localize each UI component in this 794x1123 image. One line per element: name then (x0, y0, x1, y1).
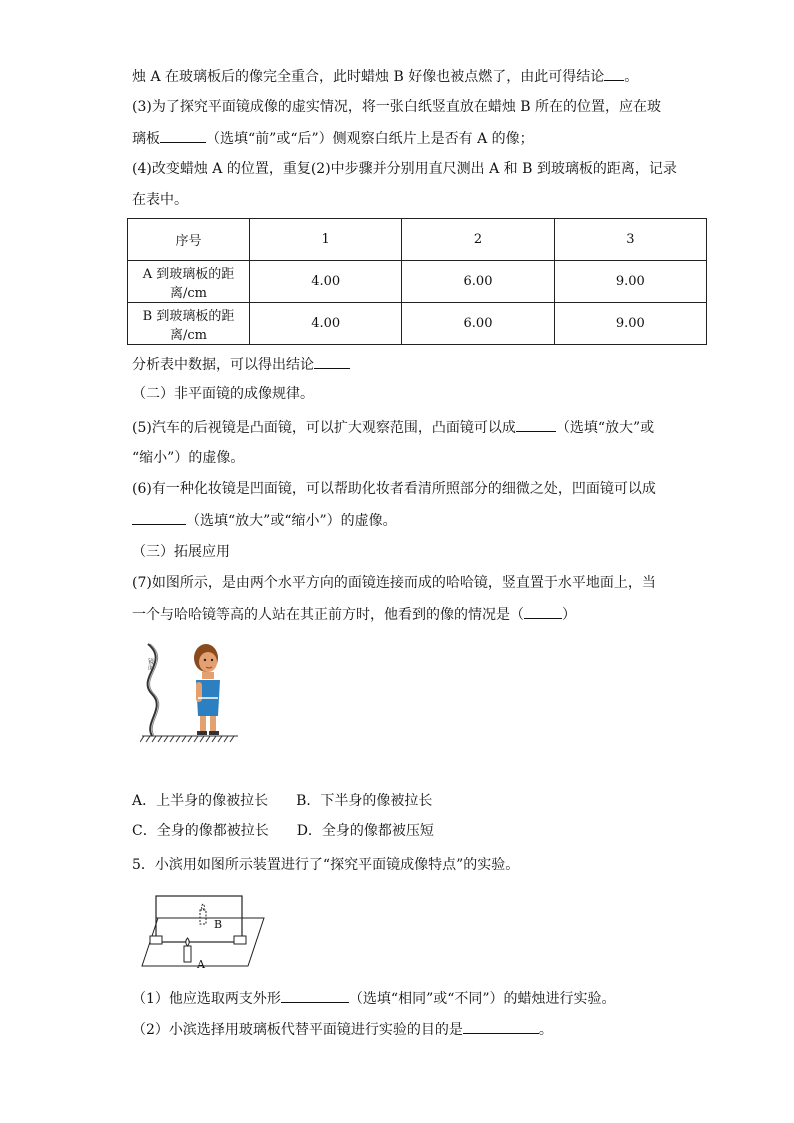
q3-line-1: (3)为了探究平面镜成像的虚实情况，将一张白纸竖直放在蜡烛 B 所在的位置，应在玻 (132, 99, 662, 115)
p5-q2-start: （2）小滨选择用玻璃板代替平面镜进行实验的目的是 (132, 1022, 463, 1038)
table-header-cell: 1 (250, 219, 402, 261)
q3-line-2-start: 璃板 (132, 131, 160, 147)
ground-hatching (140, 736, 238, 742)
glass-support-left (150, 936, 162, 944)
q6-line-2 (132, 510, 397, 531)
answer-blank[interactable] (314, 354, 350, 369)
section-3-heading: （三）拓展应用 (132, 544, 230, 560)
glass-plate (156, 896, 242, 942)
table-header-cell: 3 (554, 219, 706, 261)
q7-line-2 (132, 604, 576, 625)
table-row (128, 303, 707, 345)
analysis-line (132, 354, 350, 375)
mirror-label: 镜面 (146, 658, 154, 670)
problem-5-title: 5．小滨用如图所示装置进行了“探究平面镜成像特点”的实验。 (132, 857, 520, 873)
table-row (128, 261, 707, 303)
q3-continuation-text: 烛 A 在玻璃板后的像完全重合，此时蜡烛 B 好像也被点燃了，由此可得结论 (132, 69, 605, 85)
distance-table (127, 218, 707, 345)
p5-q1 (132, 988, 616, 1009)
p5-q2-end: 。 (538, 1022, 553, 1038)
table-cell: 9.00 (554, 261, 706, 303)
answer-blank[interactable] (516, 417, 556, 432)
p5-q1-end: （选填“相同”或“不同”）的蜡烛进行实验。 (348, 991, 616, 1007)
glass-support-right (234, 936, 246, 944)
q3-line-2 (132, 128, 534, 149)
q3-line-2-end: （选填“前”或“后”）侧观察白纸片上是否有 A 的像； (206, 131, 534, 147)
table-cell: B 到玻璃板的距离/cm (128, 303, 250, 345)
table-cell: 9.00 (554, 303, 706, 345)
table-cell: 6.00 (402, 261, 554, 303)
period: 。 (624, 69, 639, 85)
candle-b (200, 904, 206, 924)
answer-blank[interactable] (132, 510, 186, 525)
answer-blank[interactable] (604, 66, 624, 81)
q5-line-1 (132, 417, 654, 438)
table-header-cell: 2 (402, 219, 554, 261)
p5-q1-start: （1）他应选取两支外形 (132, 991, 281, 1007)
table-cell: 4.00 (250, 303, 402, 345)
q6-line-2-text: （选填“放大”或“缩小”）的虚像。 (186, 513, 397, 529)
q4-line-1: (4)改变蜡烛 A 的位置，重复(2)中步骤并分别用直尺测出 A 和 B 到玻璃板的距离，记录 (132, 161, 677, 177)
plane-mirror-setup-figure (138, 890, 266, 972)
funhouse-mirror-figure (140, 636, 240, 744)
label-a: A (197, 958, 205, 971)
q5-line-2: “缩小”）的虚像。 (132, 450, 245, 466)
answer-blank[interactable] (463, 1019, 539, 1034)
options-line-1: A．上半身的像被拉长 B．下半身的像被拉长 (132, 793, 433, 809)
answer-blank[interactable] (524, 604, 562, 619)
table-cell: 4.00 (250, 261, 402, 303)
q7-line-2-text: 一个与哈哈镜等高的人站在其正前方时，他看到的像的情况是（ (132, 607, 524, 623)
close-paren: ） (562, 607, 576, 623)
q6-line-1: (6)有一种化妆镜是凹面镜，可以帮助化妆者看清所照部分的细微之处，凹面镜可以成 (132, 481, 656, 497)
q4-line-2: 在表中。 (132, 192, 188, 208)
q7-line-1: (7)如图所示，是由两个水平方向的面镜连接而成的哈哈镜，竖直置于水平地面上，当 (132, 575, 656, 591)
person-icon (194, 644, 220, 735)
answer-blank[interactable] (160, 128, 206, 143)
table-cell: A 到玻璃板的距离/cm (128, 261, 250, 303)
label-b: B (214, 918, 223, 931)
options-line-2: C．全身的像都被拉长 D．全身的像都被压短 (132, 823, 434, 839)
table-header-row (128, 219, 707, 261)
q3-continuation (132, 66, 638, 87)
section-2-heading: （二）非平面镜的成像规律。 (132, 386, 314, 402)
p5-q2 (132, 1019, 553, 1040)
table-header-cell: 序号 (128, 219, 250, 261)
q5-line-1-end: （选填“放大”或 (555, 420, 655, 436)
q5-line-1-start: (5)汽车的后视镜是凸面镜，可以扩大观察范围，凸面镜可以成 (132, 420, 516, 436)
analysis-text: 分析表中数据，可以得出结论 (132, 357, 314, 373)
table-cell: 6.00 (402, 303, 554, 345)
answer-blank[interactable] (281, 988, 349, 1003)
